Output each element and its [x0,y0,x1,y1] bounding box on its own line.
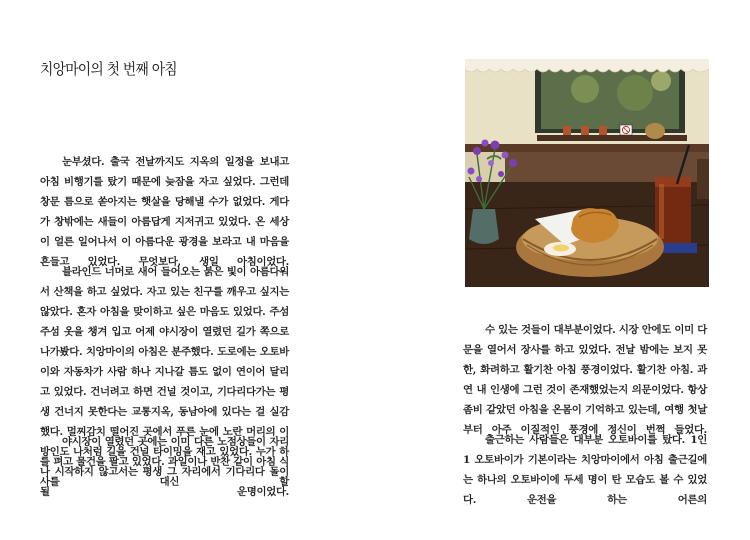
foliage [617,75,653,111]
wooden-ledge [465,144,709,152]
small-pot-icon [581,126,589,135]
body-paragraph-4: 수 있는 것들이 대부분이었다. 시장 안에도 이미 다 문을 열어서 장사를 하고 있었다. 전날 밤에는 보지 못한, 화려하고 활기찬 아침 풍경이었다. 활기찬 아침. 과연 내 인생에 그런 것이 존재했었는지 의문이었다. 항상 좀비 같았던 아침을 온몸이 기억하고 있는데, 여행 첫날부터 아주 이질적인 풍경에 정신이 번쩍 들었다. [463,324,707,436]
window-shelf [537,135,687,141]
small-pot-icon [599,126,607,135]
no-smoking-sign-icon [620,125,632,135]
chapter-title: 치앙마이의 첫 번째 아침 [40,60,177,78]
frame-edge [697,159,709,199]
body-paragraph-5: 출근하는 사람들은 대부분 오토바이를 탔다. 1인 1 오토바이가 기본이라는 치앙마이에서 아침 출근길에는 하나의 오토바이에 두세 명이 탄 모습도 볼 수 있었다. 운전을 하는 어른의 [463,434,707,506]
foliage [571,75,599,103]
cafe-breakfast-photo [465,59,709,287]
coconut-decor [645,123,665,139]
small-pot-icon [563,126,571,135]
right-page [375,0,750,540]
body-paragraph-3: 야시장이 열렸던 곳에는 이미 다른 노점상들이 자리를 펴고 물건을 팔고 있었다. 과일이나 반찬 같이 아침 식사를 대신 할 [40,436,289,488]
lace-curtain [465,59,709,69]
foliage [651,71,671,91]
butter [553,245,569,252]
body-paragraph-2: 블라인드 너머로 새어 들어오는 붉은 빛이 아름다워서 산책을 하고 싶었다. 자고 있는 친구를 깨우고 싶지는 않았다. 혼자 아침을 맞이하고 싶은 마음도 있었다. 주섬주섬 옷을 챙겨 입고 어제 야시장이 열렸던 길가 쪽으로 나가봤다. 치앙마이의 아침은 분주했다. 도로에는 오토바이와 자동차가 사람 하나 지나갈 틈도 없이 연이어 달리고 있었다. 건너려고 하면 건널 것이고, 기다리다가는 평생 건너지 못한다는 교통지옥, 동남아에 있다는 걸 실감했다. 멀찌감치 떨어진 곳에서 푸른 눈에 노란 머리의 이방인도 나처럼 길을 건널 타이밍을 재고 있었다. 누가 하나 시작하지 않고서는 평생 그 자리에서 기다리다 돌이 될 운명이었다. [40,266,289,498]
body-paragraph-1: 눈부셨다. 출국 전날까지도 지옥의 일정을 보내고 아침 비행기를 탔기 때문에 늦잠을 자고 싶었다. 그런데 창문 틈으로 쏟아지는 햇살을 당해낼 수가 없었다. 게다가 창밖에는 새들이 아름답게 지저귀고 있었다. 온 세상이 얼른 일어나서 이 아름다운 광경을 보라고 내 마음을 흔들고 있었다. 무엇보다, 생일 아침이었다. [40,156,289,268]
